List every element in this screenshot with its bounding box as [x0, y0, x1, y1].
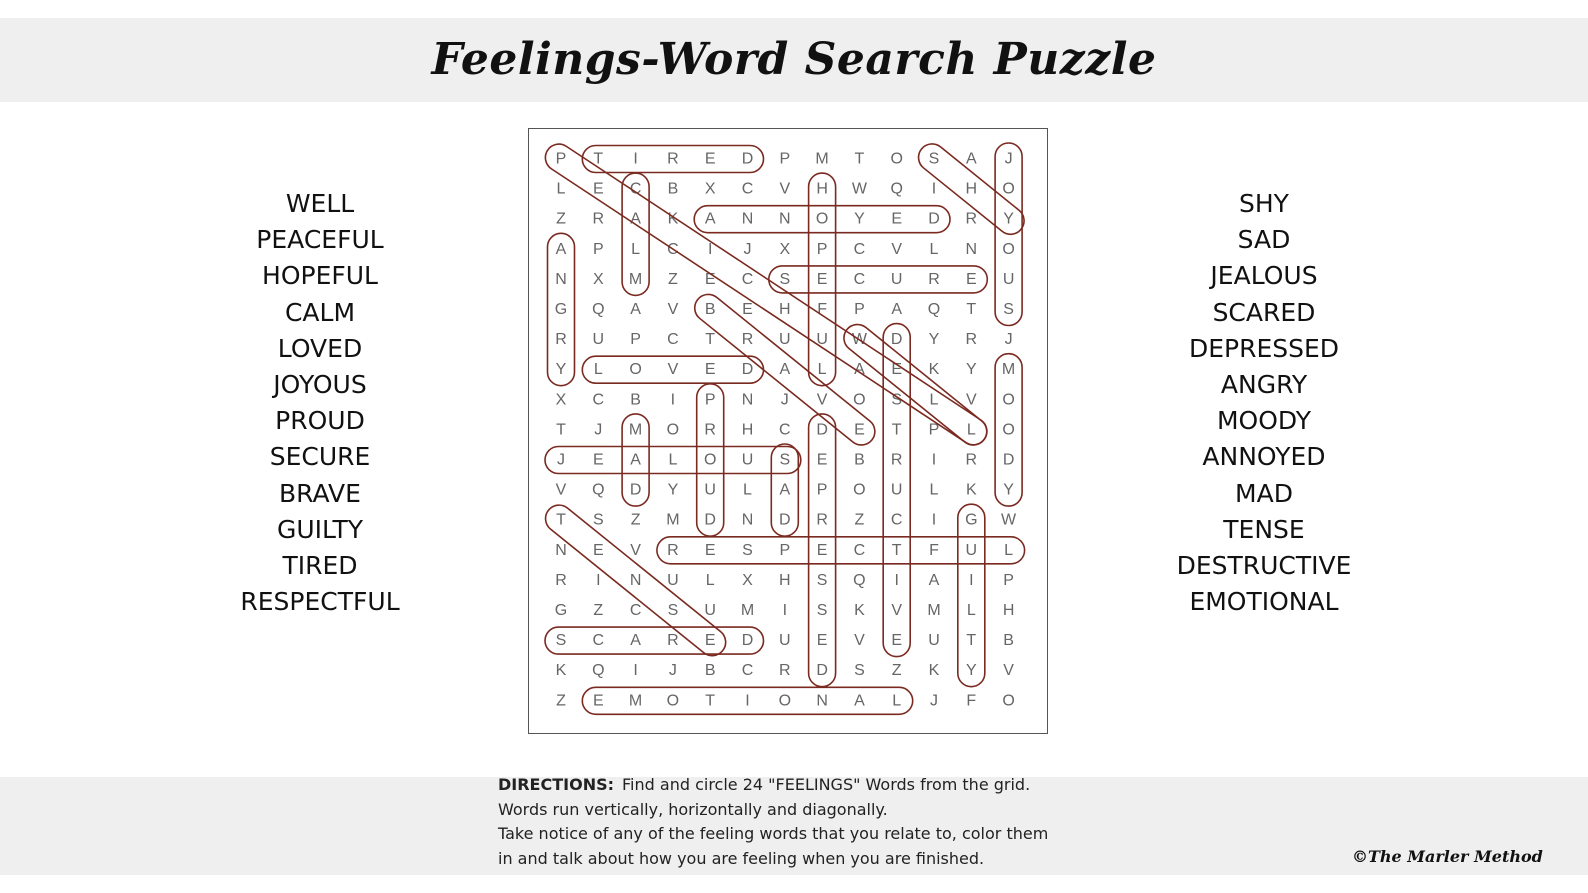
grid-letter[interactable]: O [1002, 240, 1015, 258]
grid-letter[interactable]: S [779, 451, 791, 469]
grid-letter[interactable]: Q [592, 662, 605, 680]
grid-letter[interactable]: L [966, 421, 976, 439]
grid-letter[interactable]: R [965, 331, 978, 349]
grid-letter[interactable]: X [555, 391, 567, 409]
grid-letter[interactable]: S [667, 602, 679, 619]
grid-letter[interactable]: I [931, 451, 937, 469]
grid-letter[interactable]: O [778, 692, 792, 710]
grid-letter[interactable]: I [931, 180, 937, 198]
grid-letter[interactable]: Y [1003, 481, 1014, 499]
grid-letter[interactable]: A [630, 301, 641, 318]
directions-line: Take notice of any of the feeling words that you relate to, color them [498, 824, 1049, 843]
grid-letter[interactable]: M [1001, 361, 1016, 379]
grid-letter[interactable]: U [779, 331, 791, 349]
grid-letter[interactable]: J [743, 240, 752, 258]
grid-letter[interactable]: Q [592, 481, 605, 499]
word-list-item: RESPECTFUL [240, 587, 400, 617]
grid-letter[interactable]: B [704, 662, 716, 680]
grid-letter[interactable]: V [667, 301, 679, 318]
grid-letter[interactable]: R [741, 331, 754, 349]
grid-letter[interactable]: X [779, 240, 791, 258]
grid-letter[interactable]: R [816, 511, 828, 529]
grid-letter[interactable]: A [630, 451, 641, 469]
grid-letter[interactable]: D [741, 632, 754, 650]
grid-letter[interactable]: N [741, 210, 754, 228]
grid-letter[interactable]: E [816, 541, 828, 559]
grid-letter[interactable]: O [1002, 692, 1015, 710]
grid-letter[interactable]: E [704, 150, 716, 168]
grid-letter[interactable]: P [555, 150, 567, 168]
grid-letter[interactable]: C [629, 602, 642, 619]
grid-letter[interactable]: N [555, 541, 567, 559]
word-list-item: PEACEFUL [256, 225, 384, 255]
grid-letter[interactable]: A [630, 210, 641, 228]
grid-letter[interactable]: A [854, 361, 865, 379]
grid-letter[interactable]: S [1003, 301, 1014, 318]
grid-letter[interactable]: C [629, 180, 642, 198]
grid-letter[interactable]: M [628, 421, 643, 439]
copyright-signature: ©The Marler Method [1352, 847, 1543, 866]
grid-letter[interactable]: D [890, 331, 903, 349]
grid-letter[interactable]: R [965, 451, 978, 469]
grid-letter[interactable]: K [928, 361, 940, 379]
grid-letter[interactable]: C [853, 240, 866, 258]
grid-letter[interactable]: U [1002, 270, 1015, 288]
grid-letter[interactable]: U [928, 632, 940, 650]
word-list-item: EMOTIONAL [1189, 587, 1339, 617]
grid-letter[interactable]: H [1002, 602, 1015, 619]
grid-letter[interactable]: N [965, 240, 978, 258]
grid-letter[interactable]: D [1002, 451, 1015, 469]
grid-letter[interactable]: Y [965, 361, 977, 379]
grid-letter[interactable]: V [667, 361, 679, 379]
grid-letter[interactable]: S [891, 391, 903, 409]
grid-letter[interactable]: V [779, 180, 791, 198]
grid-letter[interactable]: I [633, 150, 638, 168]
grid-letter[interactable]: P [779, 150, 791, 168]
grid-letter[interactable]: V [854, 632, 865, 650]
grid-letter[interactable]: E [704, 270, 716, 288]
grid-letter[interactable]: I [894, 571, 899, 589]
grid-letter[interactable]: D [741, 361, 754, 379]
grid-letter[interactable]: N [741, 391, 754, 409]
grid-letter[interactable]: R [667, 541, 679, 559]
grid-letter[interactable]: J [1004, 150, 1013, 168]
grid-letter[interactable]: E [592, 692, 604, 710]
grid-letter[interactable]: J [594, 421, 603, 439]
grid-letter[interactable]: Z [891, 662, 902, 680]
grid-letter[interactable]: L [668, 451, 678, 469]
grid-letter[interactable]: V [555, 481, 567, 499]
directions-label: DIRECTIONS: [498, 775, 615, 794]
grid-letter[interactable]: M [666, 511, 680, 529]
grid-letter[interactable]: C [592, 391, 605, 409]
grid-letter[interactable]: Z [556, 692, 566, 710]
grid-letter[interactable]: Z [854, 511, 865, 529]
grid-letter[interactable]: B [704, 301, 716, 318]
word-list-item: CALM [284, 297, 356, 327]
grid-letter[interactable]: W [851, 331, 867, 349]
grid-letter[interactable]: V [891, 602, 903, 619]
grid-letter[interactable]: R [592, 210, 605, 228]
grid-letter[interactable]: G [554, 602, 568, 619]
grid-letter[interactable]: U [965, 541, 978, 559]
grid-letter[interactable]: C [779, 421, 791, 439]
grid-letter[interactable]: N [741, 511, 754, 529]
grid-letter[interactable]: O [1002, 391, 1015, 409]
grid-letter[interactable]: V [891, 240, 903, 258]
grid-letter[interactable]: T [891, 421, 902, 439]
grid-letter[interactable]: E [854, 421, 865, 439]
grid-letter[interactable]: O [629, 361, 642, 379]
grid-letter[interactable]: E [891, 632, 903, 650]
grid-letter[interactable]: T [891, 541, 902, 559]
grid-letter[interactable]: E [704, 541, 716, 559]
grid-letter[interactable]: B [630, 391, 641, 409]
grid-letter[interactable]: R [928, 270, 940, 288]
grid-letter[interactable]: C [667, 240, 679, 258]
grid-letter[interactable]: V [630, 541, 641, 559]
grid-letter[interactable]: O [853, 481, 866, 499]
grid-letter[interactable]: T [966, 632, 977, 650]
grid-letter[interactable]: L [929, 391, 939, 409]
grid-letter[interactable]: L [593, 361, 603, 379]
grid-letter[interactable]: P [816, 240, 828, 258]
grid-letter[interactable]: Y [667, 481, 679, 499]
grid-letter[interactable]: E [816, 451, 828, 469]
word-list-item: BRAVE [279, 478, 361, 508]
grid-letter[interactable]: V [1003, 662, 1014, 680]
directions-line: Words run vertically, horizontally and diagonally. [498, 799, 888, 819]
grid-letter[interactable]: T [705, 331, 716, 349]
directions-text: Find and circle 24 "FEELINGS" Words from the grid. [622, 775, 1031, 794]
grid-letter[interactable]: B [1003, 632, 1014, 650]
grid-letter[interactable]: C [853, 541, 866, 559]
grid-letter[interactable]: D [629, 481, 642, 499]
grid-letter[interactable]: G [965, 511, 978, 529]
grid-letter[interactable]: Q [890, 180, 903, 198]
grid-letter[interactable]: J [930, 692, 938, 710]
grid-letter[interactable]: D [741, 150, 754, 168]
grid-letter[interactable]: M [740, 602, 755, 619]
grid-letter[interactable]: A [965, 150, 977, 168]
grid-letter[interactable]: L [929, 240, 939, 258]
word-list-right [1134, 186, 1394, 620]
grid-letter[interactable]: P [1003, 571, 1014, 589]
grid-letter[interactable]: J [557, 451, 565, 469]
grid-letter[interactable]: R [704, 421, 716, 439]
word-list-item: GUILTY [276, 514, 364, 544]
grid-letter[interactable]: U [890, 481, 903, 499]
grid-letter[interactable]: I [931, 511, 937, 529]
page-title: Feelings-Word Search Puzzle [431, 34, 1157, 85]
grid-letter[interactable]: T [556, 511, 566, 529]
grid-letter[interactable]: W [851, 180, 867, 198]
grid-letter[interactable]: V [816, 391, 828, 409]
grid-letter[interactable]: R [555, 571, 567, 589]
word-list-item: JOYOUS [273, 369, 367, 399]
grid-letter[interactable]: J [1004, 331, 1013, 349]
grid-letter[interactable]: T [854, 150, 865, 168]
grid-letter[interactable]: M [927, 602, 941, 619]
grid-letter[interactable]: I [633, 662, 638, 680]
grid-letter[interactable]: B [854, 451, 865, 469]
grid-letter[interactable]: E [965, 270, 977, 288]
grid-letter[interactable]: Z [593, 602, 604, 619]
grid-letter[interactable]: P [816, 481, 828, 499]
grid-letter[interactable]: S [928, 150, 940, 168]
grid-letter[interactable]: C [890, 511, 903, 529]
grid-letter[interactable]: H [779, 571, 791, 589]
grid-letter[interactable]: N [816, 692, 828, 710]
grid-letter[interactable]: O [1002, 421, 1015, 439]
grid-letter[interactable]: R [667, 632, 679, 650]
grid-letter[interactable]: O [666, 421, 680, 439]
grid-letter[interactable]: U [704, 602, 716, 619]
grid-letter[interactable]: E [592, 451, 604, 469]
grid-letter[interactable]: N [555, 270, 567, 288]
grid-letter[interactable]: R [555, 331, 567, 349]
grid-letter[interactable]: K [555, 662, 567, 680]
grid-letter[interactable]: I [670, 391, 676, 409]
grid-letter[interactable]: Q [592, 301, 605, 318]
grid-letter[interactable]: U [741, 451, 754, 469]
word-list-item: MAD [1235, 478, 1293, 508]
word-list-item: JEALOUS [1210, 261, 1318, 291]
grid-letter[interactable]: U [890, 270, 903, 288]
grid-letter[interactable]: L [1004, 541, 1014, 559]
grid-letter[interactable]: A [555, 240, 567, 258]
grid-letter[interactable]: Z [630, 511, 641, 529]
grid-letter[interactable]: P [630, 331, 641, 349]
grid-letter[interactable]: W [1001, 511, 1017, 529]
grid-letter[interactable]: Y [928, 331, 940, 349]
grid-letter[interactable]: Y [1003, 210, 1014, 228]
grid-letter[interactable]: K [667, 210, 679, 228]
grid-letter[interactable]: U [779, 632, 791, 650]
grid-letter[interactable]: Z [556, 210, 566, 228]
grid-letter[interactable]: E [742, 301, 753, 318]
circled-word-scared [545, 627, 764, 654]
grid-letter[interactable]: A [779, 361, 791, 379]
grid-letter[interactable]: C [592, 632, 605, 650]
grid-letter[interactable]: J [668, 662, 677, 680]
grid-letter[interactable]: E [816, 270, 828, 288]
grid-letter[interactable]: A [891, 301, 903, 318]
word-list-item: SHY [1239, 189, 1289, 218]
word-list-item: MOODY [1216, 406, 1312, 436]
word-list-item: ANGRY [1220, 369, 1308, 399]
grid-letter[interactable]: I [707, 240, 713, 258]
grid-letter[interactable]: E [592, 541, 604, 559]
grid-letter[interactable]: X [592, 270, 604, 288]
grid-letter[interactable]: A [704, 210, 716, 228]
grid-letter[interactable]: S [555, 632, 567, 650]
grid-letter[interactable]: V [965, 391, 977, 409]
grid-letter[interactable]: J [780, 391, 789, 409]
grid-letter[interactable]: M [628, 692, 643, 710]
grid-letter[interactable]: C [741, 662, 754, 680]
grid-letter[interactable]: E [592, 180, 604, 198]
grid-letter[interactable]: L [892, 692, 902, 710]
grid-letter[interactable]: U [816, 331, 828, 349]
grid-letter[interactable]: H [965, 180, 978, 198]
word-list-item: TIRED [282, 550, 358, 580]
grid-letter[interactable]: C [741, 180, 754, 198]
grid-letter[interactable]: S [592, 511, 604, 529]
grid-letter[interactable]: O [853, 391, 866, 409]
grid-letter[interactable]: T [556, 421, 566, 439]
word-list-item: PROUD [275, 406, 365, 436]
grid-letter[interactable]: D [816, 421, 828, 439]
grid-letter[interactable]: H [741, 421, 754, 439]
grid-letter[interactable]: A [779, 481, 791, 499]
grid-letter[interactable]: L [631, 240, 641, 258]
grid-letter[interactable]: F [817, 301, 827, 318]
grid-letter[interactable]: B [667, 180, 679, 198]
grid-letter[interactable]: F [929, 541, 939, 559]
grid-letter[interactable]: O [890, 150, 903, 168]
grid-letter[interactable]: H [779, 301, 791, 318]
grid-letter[interactable]: D [779, 511, 791, 529]
grid-letter[interactable]: M [628, 270, 643, 288]
grid-letter[interactable]: T [593, 150, 604, 168]
grid-letter[interactable]: C [741, 270, 754, 288]
directions [498, 773, 1178, 871]
grid-letter[interactable]: L [817, 361, 827, 379]
grid-letter[interactable]: Y [555, 361, 567, 379]
directions-line [498, 773, 1178, 798]
word-list-item: LOVED [277, 333, 363, 363]
grid-letter[interactable]: P [928, 421, 940, 439]
grid-letter[interactable]: U [704, 481, 716, 499]
grid-letter[interactable]: R [965, 210, 978, 228]
grid-letter[interactable]: K [965, 481, 977, 499]
word-list-item: SCARED [1212, 297, 1316, 327]
grid-letter[interactable]: E [704, 361, 716, 379]
grid-letter[interactable]: T [705, 692, 716, 710]
word-list-item: DESTRUCTIVE [1176, 550, 1352, 580]
grid-letter[interactable]: U [667, 571, 679, 589]
grid-letter[interactable]: I [596, 571, 601, 589]
directions-line: in and talk about how you are feeling when you are finished. [498, 848, 985, 868]
word-list-item: ANNOYED [1202, 442, 1326, 472]
grid-letter[interactable]: D [704, 511, 716, 529]
circled-word-guilty [958, 504, 985, 687]
grid-canvas [529, 129, 1047, 733]
grid-letter[interactable]: M [815, 150, 829, 168]
grid-letter[interactable]: I [969, 571, 974, 589]
grid-letter[interactable]: C [853, 270, 866, 288]
grid-letter[interactable]: Q [853, 571, 866, 589]
grid-letter[interactable]: S [816, 602, 828, 619]
grid-letter[interactable]: N [629, 571, 642, 589]
grid-letter[interactable]: G [554, 301, 568, 318]
word-list-item: SAD [1237, 225, 1291, 255]
grid-letter[interactable]: P [854, 301, 865, 318]
grid-letter[interactable]: L [556, 180, 566, 198]
grid-letter[interactable]: F [966, 692, 977, 710]
grid-letter[interactable]: R [667, 150, 679, 168]
grid-letter[interactable]: A [928, 571, 940, 589]
grid-letter[interactable]: R [890, 451, 903, 469]
circled-word-secure [769, 266, 988, 293]
grid-letter[interactable]: P [704, 391, 716, 409]
word-list-item: SECURE [269, 442, 371, 472]
grid-letter[interactable]: U [592, 331, 605, 349]
grid-letter[interactable]: S [779, 270, 791, 288]
grid-letter[interactable]: Q [927, 301, 941, 318]
grid-letter[interactable]: R [779, 662, 791, 680]
grid-letter[interactable]: T [966, 301, 977, 318]
grid-letter[interactable]: X [704, 180, 716, 198]
grid-letter[interactable]: E [816, 632, 828, 650]
grid-letter[interactable]: O [703, 451, 717, 469]
word-list-left [190, 186, 450, 620]
grid-letter[interactable]: D [928, 210, 940, 228]
grid-letter[interactable]: O [815, 210, 829, 228]
grid-letter[interactable]: E [891, 361, 903, 379]
grid-letter[interactable]: P [592, 240, 604, 258]
grid-letter[interactable]: Y [854, 210, 865, 228]
grid-letter[interactable]: S [854, 662, 865, 680]
grid-letter[interactable]: K [928, 662, 940, 680]
grid-letter[interactable]: L [966, 602, 976, 619]
grid-letter[interactable]: O [666, 692, 680, 710]
grid-letter[interactable]: Y [965, 662, 977, 680]
grid-letter[interactable]: K [854, 602, 865, 619]
grid-letter[interactable]: L [705, 571, 715, 589]
grid-letter[interactable]: Z [668, 270, 678, 288]
grid-letter[interactable]: N [779, 210, 791, 228]
grid-letter[interactable]: A [630, 632, 641, 650]
grid-letter[interactable]: E [891, 210, 903, 228]
grid-letter[interactable]: X [742, 571, 753, 589]
grid-letter[interactable]: S [816, 571, 828, 589]
grid-letter[interactable]: C [667, 331, 679, 349]
word-list-item: HOPEFUL [262, 261, 378, 291]
grid-letter[interactable]: L [929, 481, 939, 499]
word-list-item: DEPRESSED [1188, 333, 1340, 363]
grid-letter[interactable]: H [816, 180, 828, 198]
word-search-grid [528, 128, 1048, 734]
grid-letter[interactable]: I [745, 692, 750, 710]
word-list-item: WELL [285, 189, 355, 218]
word-list-item: TENSE [1223, 514, 1305, 544]
grid-letter[interactable]: O [1002, 180, 1015, 198]
grid-letter[interactable]: S [742, 541, 753, 559]
circled-word-peaceful [540, 139, 992, 450]
grid-letter[interactable]: A [854, 692, 865, 710]
grid-letter[interactable]: I [782, 602, 788, 619]
grid-letter[interactable]: D [816, 662, 828, 680]
grid-letter[interactable]: P [779, 541, 791, 559]
grid-letter[interactable]: E [704, 632, 716, 650]
grid-letter[interactable]: L [743, 481, 752, 499]
